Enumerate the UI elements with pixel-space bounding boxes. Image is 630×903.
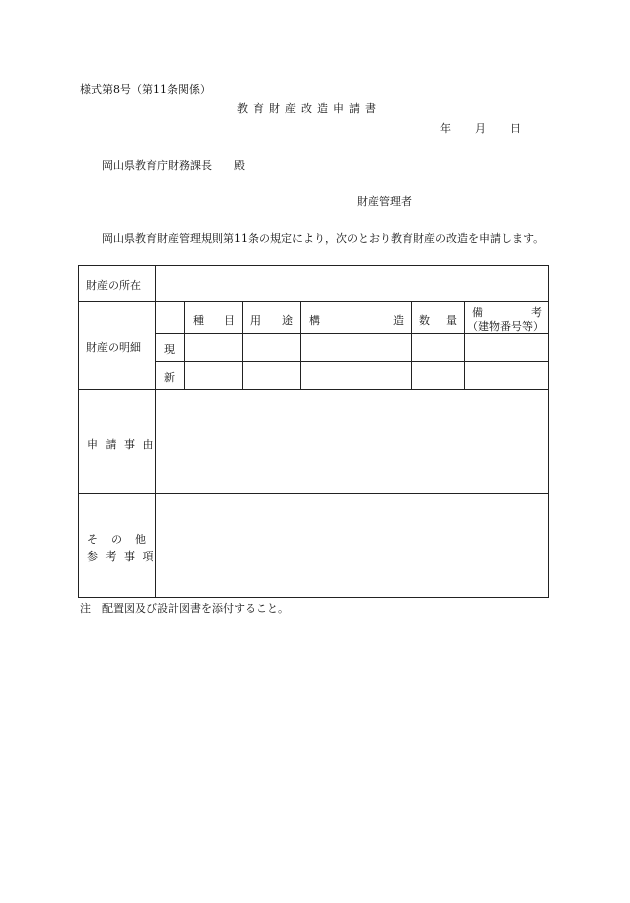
location-label: 財産の所在 [86, 279, 141, 292]
other-label-line1: そ の 他 [87, 533, 147, 546]
details-label: 財産の明細 [86, 341, 141, 354]
table-border [78, 265, 549, 266]
column-type: 種 目 [193, 314, 235, 327]
row-current-label: 現 [164, 343, 175, 356]
column-remarks-sub: （建物番号等） [467, 320, 544, 333]
table-divider [78, 493, 549, 494]
table-divider [242, 301, 243, 390]
table-border [548, 265, 549, 598]
table-divider [184, 301, 185, 390]
table-divider [411, 301, 412, 390]
date-month: 月 [475, 122, 486, 135]
column-usage: 用 途 [250, 314, 293, 327]
date-day: 日 [510, 122, 521, 135]
form-title: 教育財産改造申請書 [237, 102, 381, 115]
table-divider [300, 301, 301, 390]
addressee-name: 岡山県教育庁財務課長 [102, 159, 212, 172]
addressee [102, 157, 245, 173]
table-divider [78, 389, 549, 390]
table-border [78, 597, 549, 598]
table-divider [464, 301, 465, 390]
column-structure: 構 造 [309, 314, 404, 327]
table-divider [78, 301, 549, 302]
table-border [78, 265, 79, 598]
date-year: 年 [440, 122, 451, 135]
applicant-label: 財産管理者 [357, 195, 412, 208]
honorific: 殿 [234, 159, 245, 172]
table-divider [155, 361, 549, 362]
body-text: 岡山県教育財産管理規則第11条の規定により，次のとおり教育財産の改造を申請します。 [102, 232, 545, 245]
other-label-line2: 参 考 事 項 [87, 550, 156, 563]
column-quantity: 数 量 [419, 314, 457, 327]
attachment-note: 注 配置図及び設計図書を添付すること。 [80, 602, 289, 615]
reason-label: 申 請 事 由 [87, 438, 156, 451]
date-line [440, 120, 521, 136]
column-remarks: 備 考 [472, 306, 542, 319]
form-number: 様式第8号（第11条関係） [80, 83, 211, 96]
row-new-label: 新 [164, 371, 175, 384]
